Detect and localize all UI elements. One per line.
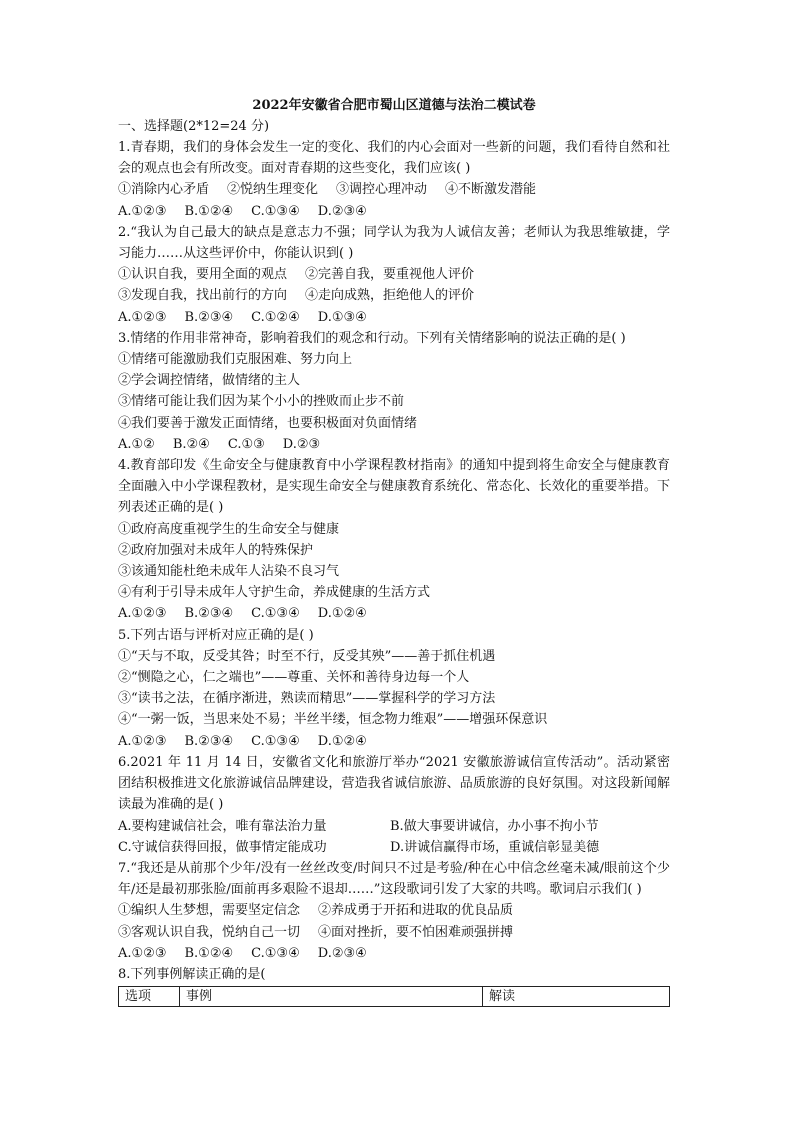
q1-item: ④不断激发潜能	[445, 182, 537, 198]
q3-item: ②学会调控情绪，做情绪的主人	[118, 373, 301, 389]
question-7-items-b	[118, 922, 670, 943]
question-4-stem: 4.教育部印发《生命安全与健康教育中小学课程教材指南》的通知中提到将生命安全与健康教育全面融入中小学课程教材，是实现生命安全与健康教育系统化、常态化、长效化的重要举措。下列表述正确的是( )	[118, 458, 670, 516]
q7-item: ①编织人生梦想，需要坚定信念	[118, 903, 301, 919]
question-3-stem: 3.情绪的作用非常神奇，影响着我们的观念和行动。下列有关情绪影响的说法正确的是( )	[118, 330, 626, 346]
q6-answer: B.做大事要讲诚信，办小事不拘小节	[390, 818, 599, 834]
q3-answer: B.②④	[172, 436, 210, 452]
q6-answer: D.讲诚信赢得市场，重诚信彰显美德	[390, 839, 600, 855]
q2-item: ④走向成熟，拒绝他人的评价	[305, 288, 475, 304]
q3-item: ③情绪可能让我们因为某个小小的挫败而止步不前	[118, 394, 405, 410]
q5-item: ③“读书之法，在循序渐进，熟读而精思”——掌握科学的学习方法	[118, 691, 496, 707]
question-1-answers	[118, 201, 670, 222]
question-2-stem: 2.“我认为自己最大的缺点是意志力不强；同学认为我为人诚信友善；老师认为我思维敏捷，学习能力……从这些评价中，你能认识到( )	[118, 224, 670, 262]
q2-item: ②完善自我，要重视他人评价	[305, 267, 475, 283]
q5-item: ④“一粥一饭，当思来处不易；半丝半缕，恒念物力维艰”——增强环保意识	[118, 712, 548, 728]
q6-answer: A.要构建诚信社会，唯有靠法治力量	[118, 818, 327, 834]
q3-answer: A.①②	[118, 436, 155, 452]
exam-page	[118, 96, 670, 1007]
question-6-answers-cd	[118, 837, 670, 858]
q2-answer: C.①②④	[251, 309, 300, 325]
q1-item: ②悦纳生理变化	[227, 182, 319, 198]
question-3-answers	[118, 434, 670, 455]
question-5-answers	[118, 731, 670, 752]
q1-answer: D.②③④	[317, 203, 367, 219]
q4-answer: C.①③④	[251, 606, 300, 622]
q4-item: ②政府加强对未成年人的特殊保护	[118, 542, 314, 558]
question-7-stem: 7.“我还是从前那个少年/没有一丝丝改变/时间只不过是考验/种在心中信念丝毫未减/眼前这个少年/还是最初那张脸/面前再多艰险不退却……”这段歌词引发了大家的共鸣。歌词启示我们( )	[118, 860, 670, 898]
q5-item: ①“天与不取，反受其咎；时至不行，反受其殃”——善于抓住机遇	[118, 648, 496, 664]
question-2-items-b	[118, 285, 670, 306]
q7-answer: D.②③④	[317, 945, 367, 961]
q2-answer: A.①②③	[118, 309, 167, 325]
question-1-items	[118, 179, 670, 200]
q2-item: ①认识自我，要用全面的观点	[118, 267, 288, 283]
q4-item: ④有利于引导未成年人守护生命，养成健康的生活方式	[118, 585, 431, 601]
q3-item: ④我们要善于激发正面情绪，也要积极面对负面情绪	[118, 415, 418, 431]
q1-answer: B.①②④	[184, 203, 234, 219]
q4-answer: A.①②③	[118, 606, 167, 622]
exam-title: 2022年安徽省合肥市蜀山区道德与法治二模试卷	[252, 98, 536, 113]
q4-item: ③该通知能杜绝未成年人沾染不良习气	[118, 564, 340, 580]
q4-item: ①政府高度重视学生的生命安全与健康	[118, 521, 340, 537]
question-4-answers	[118, 603, 670, 624]
section-heading: 一、选择题(2*12=24 分)	[118, 119, 270, 134]
question-6-answers-ab	[118, 816, 670, 837]
table-header-option: 选项	[119, 987, 180, 1007]
question-6-stem: 6.2021 年 11 月 14 日，安徽省文化和旅游厅举办“2021 安徽旅游诚信宣传活动”。活动紧密团结积极推进文化旅游诚信品牌建设，营造我省诚信旅游、品质旅游的良好氛围。对这段新闻解读最为准确的是( )	[118, 754, 670, 813]
q7-item: ③客观认识自我，悦纳自己一切	[118, 924, 301, 940]
q1-answer: C.①③④	[251, 203, 300, 219]
q3-item: ①情绪可能激励我们克服困难、努力向上	[118, 352, 353, 368]
q1-item: ①消除内心矛盾	[118, 182, 210, 198]
question-7-answers	[118, 943, 670, 964]
q7-answer: C.①③④	[251, 945, 300, 961]
q5-answer: D.①②④	[317, 733, 367, 749]
q3-answer: D.②③	[282, 436, 321, 452]
q1-answer: A.①②③	[118, 203, 167, 219]
q4-answer: B.②③④	[184, 606, 234, 622]
q6-answer: C.守诚信获得回报，做事情定能成功	[118, 839, 327, 855]
q1-item: ③调控心理冲动	[336, 182, 428, 198]
q2-item: ③发现自我，找出前行的方向	[118, 288, 288, 304]
table-header-interpretation: 解读	[483, 987, 670, 1007]
q7-answer: A.①②③	[118, 945, 167, 961]
question-7-items-a	[118, 900, 670, 921]
q2-answer: D.①③④	[317, 309, 367, 325]
q7-item: ④面对挫折，要不怕困难顽强拼搏	[318, 924, 514, 940]
question-8-table	[118, 986, 670, 1007]
q5-answer: C.①③④	[251, 733, 300, 749]
q4-answer: D.①②④	[317, 606, 367, 622]
question-2-items-a	[118, 264, 670, 285]
q5-item: ②“恻隐之心，仁之端也”——尊重、关怀和善待身边每一个人	[118, 670, 470, 686]
table-header-row	[119, 987, 670, 1007]
q7-answer: B.①②④	[184, 945, 234, 961]
q3-answer: C.①③	[227, 436, 265, 452]
table-header-case: 事例	[180, 987, 483, 1007]
q2-answer: B.②③④	[184, 309, 234, 325]
q5-answer: A.①②③	[118, 733, 167, 749]
q7-item: ②养成勇于开拓和进取的优良品质	[318, 903, 514, 919]
question-1-stem: 1.青春期，我们的身体会发生一定的变化、我们的内心会面对一些新的问题，我们看待自然和社会的观点也会有所改变。面对青春期的这些变化，我们应该( )	[118, 140, 670, 177]
q5-answer: B.②③④	[184, 733, 234, 749]
question-5-stem: 5.下列古语与评析对应正确的是( )	[118, 627, 314, 643]
question-8-stem: 8.下列事例解读正确的是(	[118, 966, 266, 982]
question-2-answers	[118, 307, 670, 328]
